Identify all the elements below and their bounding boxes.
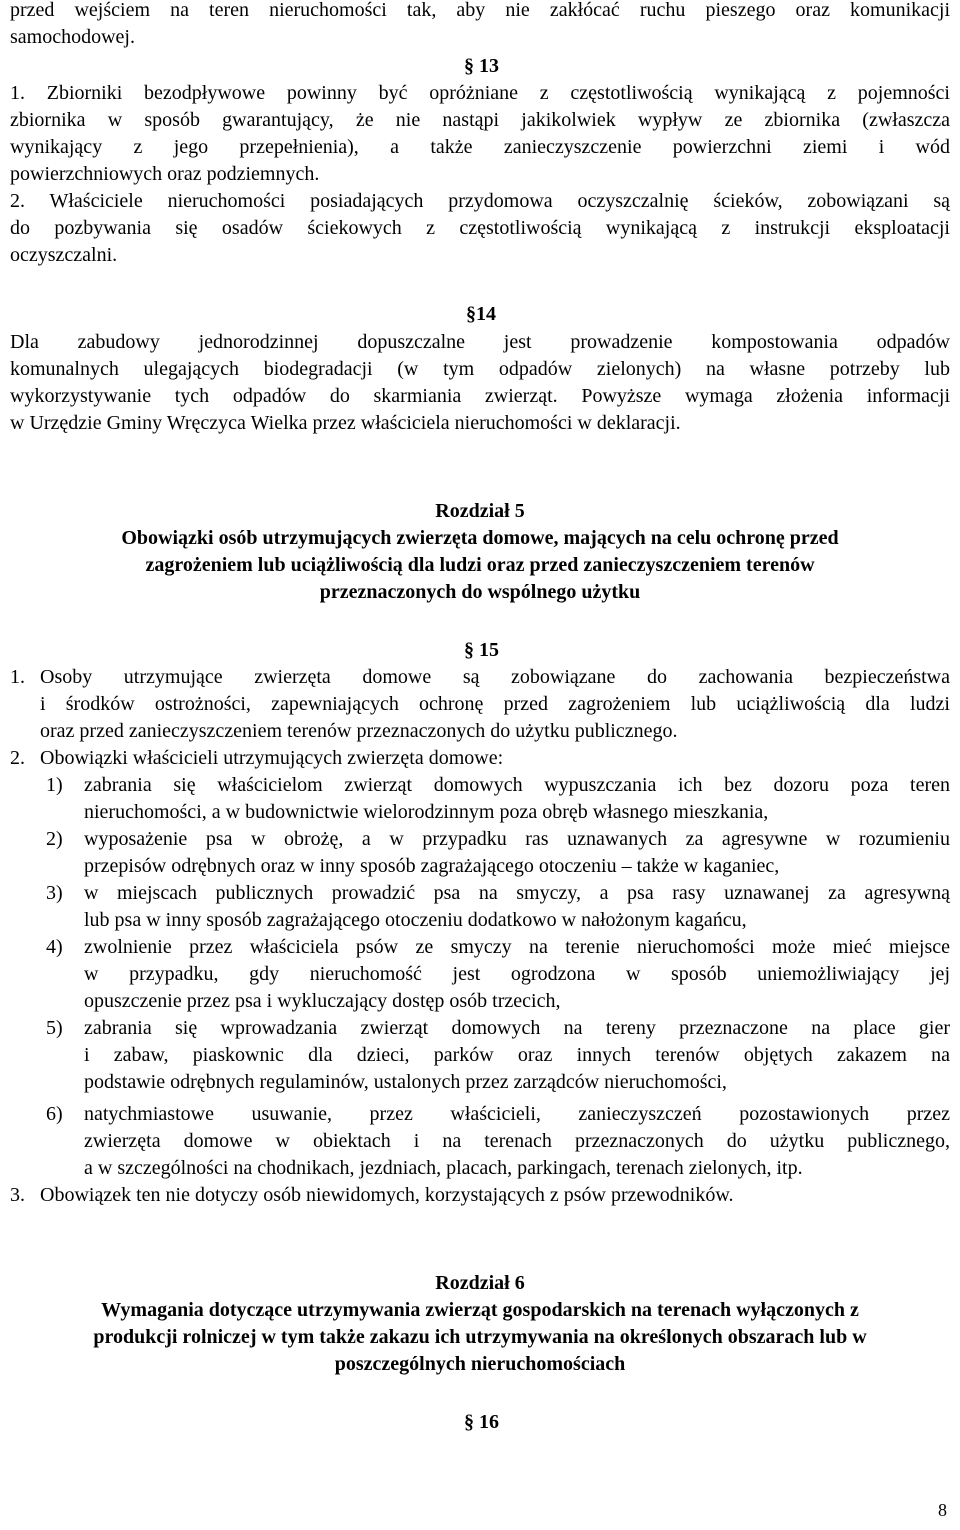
text-line: wynikający z jego przepełnienia), a także zanieczyszczenie powierzchni ziemi i wód — [10, 136, 950, 158]
chapter-5-heading-line: zagrożeniem lub uciążliwością dla ludzi oraz przed zanieczyszczeniem terenów — [145, 554, 815, 576]
text-line: do pozbywania się osadów ściekowych z częstotliwością wynikającą z instrukcji eksploatacji — [10, 217, 950, 239]
chapter-6-heading-line: produkcji rolniczej w tym także zakazu ich utrzymywania na określonych obszarach lub w — [93, 1326, 867, 1348]
list-number: 2. — [10, 747, 25, 769]
list-number: 5) — [46, 1017, 63, 1039]
text-line: opuszczenie przez psa i wykluczający dostęp osób trzecich, — [84, 990, 561, 1012]
text-line: Obowiązek ten nie dotyczy osób niewidomych, korzystających z psów przewodników. — [40, 1184, 734, 1206]
text-line: 1. Zbiorniki bezodpływowe powinny być opróżniane z częstotliwością wynikającą z pojemności — [10, 82, 950, 104]
text-line: samochodowej. — [10, 26, 135, 48]
text-line: a w szczególności na chodnikach, jezdniach, placach, parkingach, terenach zielonych, itp. — [84, 1157, 803, 1179]
text-line: podstawie odrębnych regulaminów, ustalonych przez zarządców nieruchomości, — [84, 1071, 727, 1093]
text-line: w miejscach publicznych prowadzić psa na smyczy, a psa rasy uznawanej za agresywną — [84, 882, 950, 904]
text-line: zwolnienie przez właściciela psów ze smyczy na terenie nieruchomości może mieć miejsce — [84, 936, 950, 958]
text-line: oczyszczalni. — [10, 244, 118, 266]
chapter-5-heading-line: Obowiązki osób utrzymujących zwierzęta domowe, mających na celu ochronę przed — [121, 527, 839, 549]
list-number: 1. — [10, 666, 25, 688]
section-14-title: §14 — [466, 303, 496, 325]
text-line: w przypadku, gdy nieruchomość jest ogrodzona w sposób uniemożliwiający jej — [84, 963, 950, 985]
text-line: wykorzystywanie tych odpadów do skarmiania zwierząt. Powyższe wymaga złożenia informacji — [10, 385, 950, 407]
text-line: nieruchomości, a w budownictwie wielorodzinnym poza obręb własnego mieszkania, — [84, 801, 769, 823]
chapter-6-heading-line: poszczególnych nieruchomościach — [334, 1353, 626, 1375]
text-line: zabrania się wprowadzania zwierząt domowych na tereny przeznaczone na place gier — [84, 1017, 950, 1039]
text-line: 2. Właściciele nieruchomości posiadających przydomowa oczyszczalnię ścieków, zobowiązani są — [10, 190, 950, 212]
text-line: zwierzęta domowe w obiektach i na terenach przeznaczonych do użytku publicznego, — [84, 1130, 950, 1152]
text-line: Dla zabudowy jednorodzinnej dopuszczalne jest prowadzenie kompostowania odpadów — [10, 331, 950, 353]
chapter-5-heading-line: przeznaczonych do wspólnego użytku — [319, 581, 641, 603]
text-line: zabrania się właścicielom zwierząt domowych wypuszczania ich bez dozoru poza teren — [84, 774, 950, 796]
list-number: 1) — [46, 774, 63, 796]
text-line: i zabaw, piaskownic dla dzieci, parków oraz innych terenów objętych zakazem na — [84, 1044, 950, 1066]
chapter-5-title: Rozdział 5 — [435, 500, 525, 522]
text-line: komunalnych ulegających biodegradacji (w tym odpadów zielonych) na własne potrzeby lub — [10, 358, 950, 380]
chapter-6-title: Rozdział 6 — [435, 1272, 525, 1294]
text-line: lub psa w inny sposób zagrażającego otoczeniu dodatkowo w nałożonym kagańcu, — [84, 909, 747, 931]
text-line: oraz przed zanieczyszczeniem terenów przeznaczonych do użytku publicznego. — [40, 720, 678, 742]
text-line: przed wejściem na teren nieruchomości tak, aby nie zakłócać ruchu pieszego oraz komunikacji — [10, 0, 950, 21]
list-number: 3. — [10, 1184, 25, 1206]
text-line: natychmiastowe usuwanie, przez właścicieli, zanieczyszczeń pozostawionych przez — [84, 1103, 950, 1125]
text-line: przepisów odrębnych oraz w inny sposób zagrażającego otoczeniu – także w kaganiec, — [84, 855, 780, 877]
text-line: Obowiązki właścicieli utrzymujących zwierzęta domowe: — [40, 747, 504, 769]
chapter-6-heading-line: Wymagania dotyczące utrzymywania zwierząt gospodarskich na terenach wyłączonych z — [101, 1299, 859, 1321]
list-number: 2) — [46, 828, 63, 850]
text-line: wyposażenie psa w obrożę, a w przypadku ras uznawanych za agresywne w rozumieniu — [84, 828, 950, 850]
list-number: 6) — [46, 1103, 63, 1125]
text-line: powierzchniowych oraz podziemnych. — [10, 163, 320, 185]
section-13-title: § 13 — [464, 55, 499, 77]
list-number: 3) — [46, 882, 63, 904]
text-line: i środków ostrożności, zapewniających ochronę przed zagrożeniem lub uciążliwością dla ludzi — [40, 693, 950, 715]
text-line: w Urzędzie Gminy Wręczyca Wielka przez właściciela nieruchomości w deklaracji. — [10, 412, 681, 434]
page-number: 8 — [938, 1500, 947, 1520]
list-number: 4) — [46, 936, 63, 958]
section-15-title: § 15 — [464, 639, 499, 661]
section-16-title: § 16 — [464, 1411, 499, 1433]
text-line: Osoby utrzymujące zwierzęta domowe są zobowiązane do zachowania bezpieczeństwa — [40, 666, 950, 688]
text-line: zbiornika w sposób gwarantujący, że nie nastąpi jakikolwiek wypływ ze zbiornika (zwłaszcza — [10, 109, 950, 131]
